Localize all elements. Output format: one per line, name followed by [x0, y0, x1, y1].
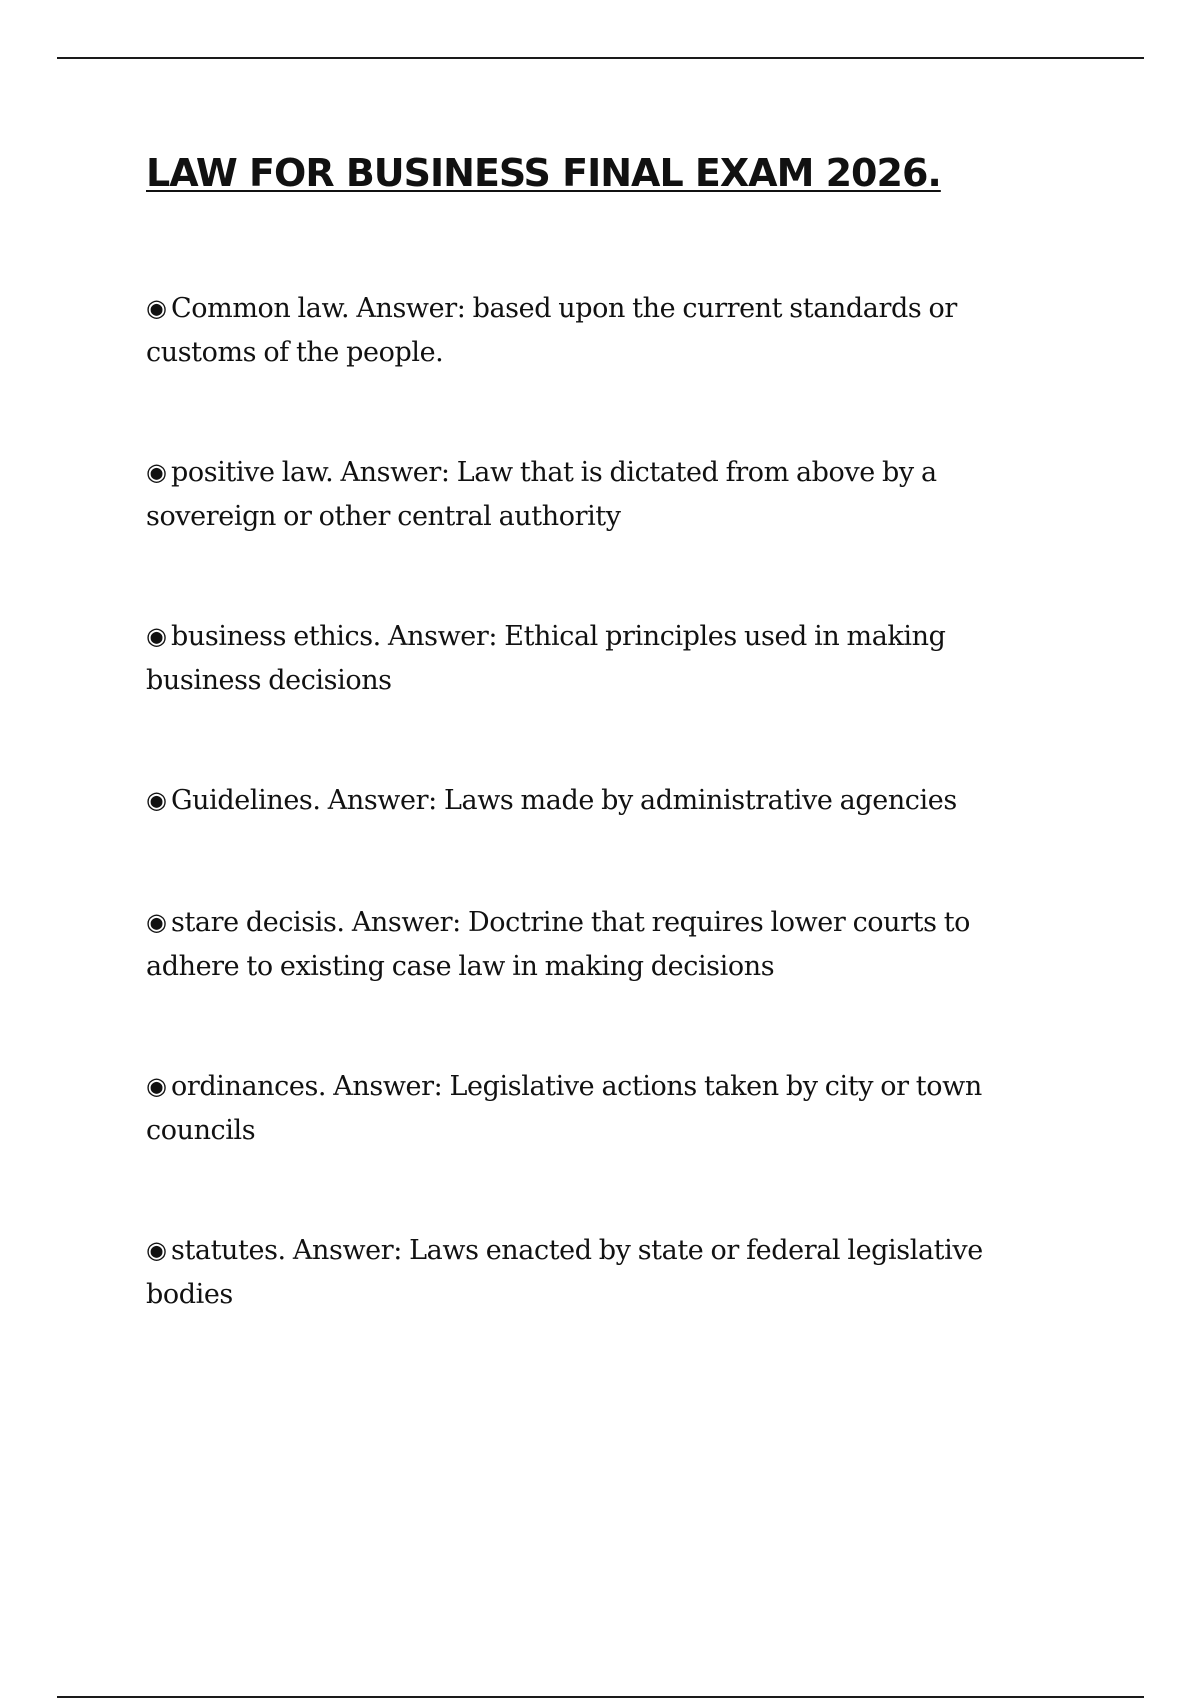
qa-term: positive law. [171, 457, 334, 488]
qa-answer-prefix: Answer: [388, 621, 498, 652]
qa-item [146, 778, 1046, 823]
fisheye-bullet-icon: ◉ [146, 786, 167, 814]
qa-answer-prefix: Answer: [351, 907, 461, 938]
qa-answer: Doctrine that requires lower courts to adhere to existing case law in making decisions [146, 907, 971, 982]
fisheye-bullet-icon: ◉ [146, 622, 167, 650]
qa-answer: based upon the current standards or customs of the people. [146, 293, 957, 368]
qa-item [146, 450, 1046, 539]
qa-term: Guidelines. [171, 785, 321, 816]
qa-answer: Legislative actions taken by city or town councils [146, 1071, 982, 1146]
fisheye-bullet-icon: ◉ [146, 1236, 167, 1264]
qa-answer-prefix: Answer: [340, 457, 450, 488]
bottom-rule [57, 1696, 1144, 1698]
qa-term: stare decisis. [171, 907, 345, 938]
qa-answer: Ethical principles used in making business decisions [146, 621, 946, 696]
qa-answer: Laws enacted by state or federal legislative bodies [146, 1235, 983, 1310]
fisheye-bullet-icon: ◉ [146, 908, 167, 936]
qa-item [146, 1228, 1046, 1317]
page-title: LAW FOR BUSINESS FINAL EXAM 2026. [146, 151, 941, 195]
qa-term: Common law. [171, 293, 350, 324]
qa-answer-prefix: Answer: [327, 785, 437, 816]
qa-answer: Law that is dictated from above by a sovereign or other central authority [146, 457, 937, 532]
qa-answer-prefix: Answer: [333, 1071, 443, 1102]
fisheye-bullet-icon: ◉ [146, 294, 167, 322]
qa-answer: Laws made by administrative agencies [443, 785, 957, 816]
qa-list [146, 286, 1046, 1392]
qa-item [146, 286, 1046, 375]
fisheye-bullet-icon: ◉ [146, 1072, 167, 1100]
qa-answer-prefix: Answer: [356, 293, 466, 324]
top-rule [57, 57, 1144, 59]
qa-item [146, 614, 1046, 703]
fisheye-bullet-icon: ◉ [146, 458, 167, 486]
qa-answer-prefix: Answer: [292, 1235, 402, 1266]
qa-term: ordinances. [171, 1071, 327, 1102]
qa-item [146, 900, 1046, 989]
qa-term: statutes. [171, 1235, 286, 1266]
qa-term: business ethics. [171, 621, 381, 652]
qa-item [146, 1064, 1046, 1153]
